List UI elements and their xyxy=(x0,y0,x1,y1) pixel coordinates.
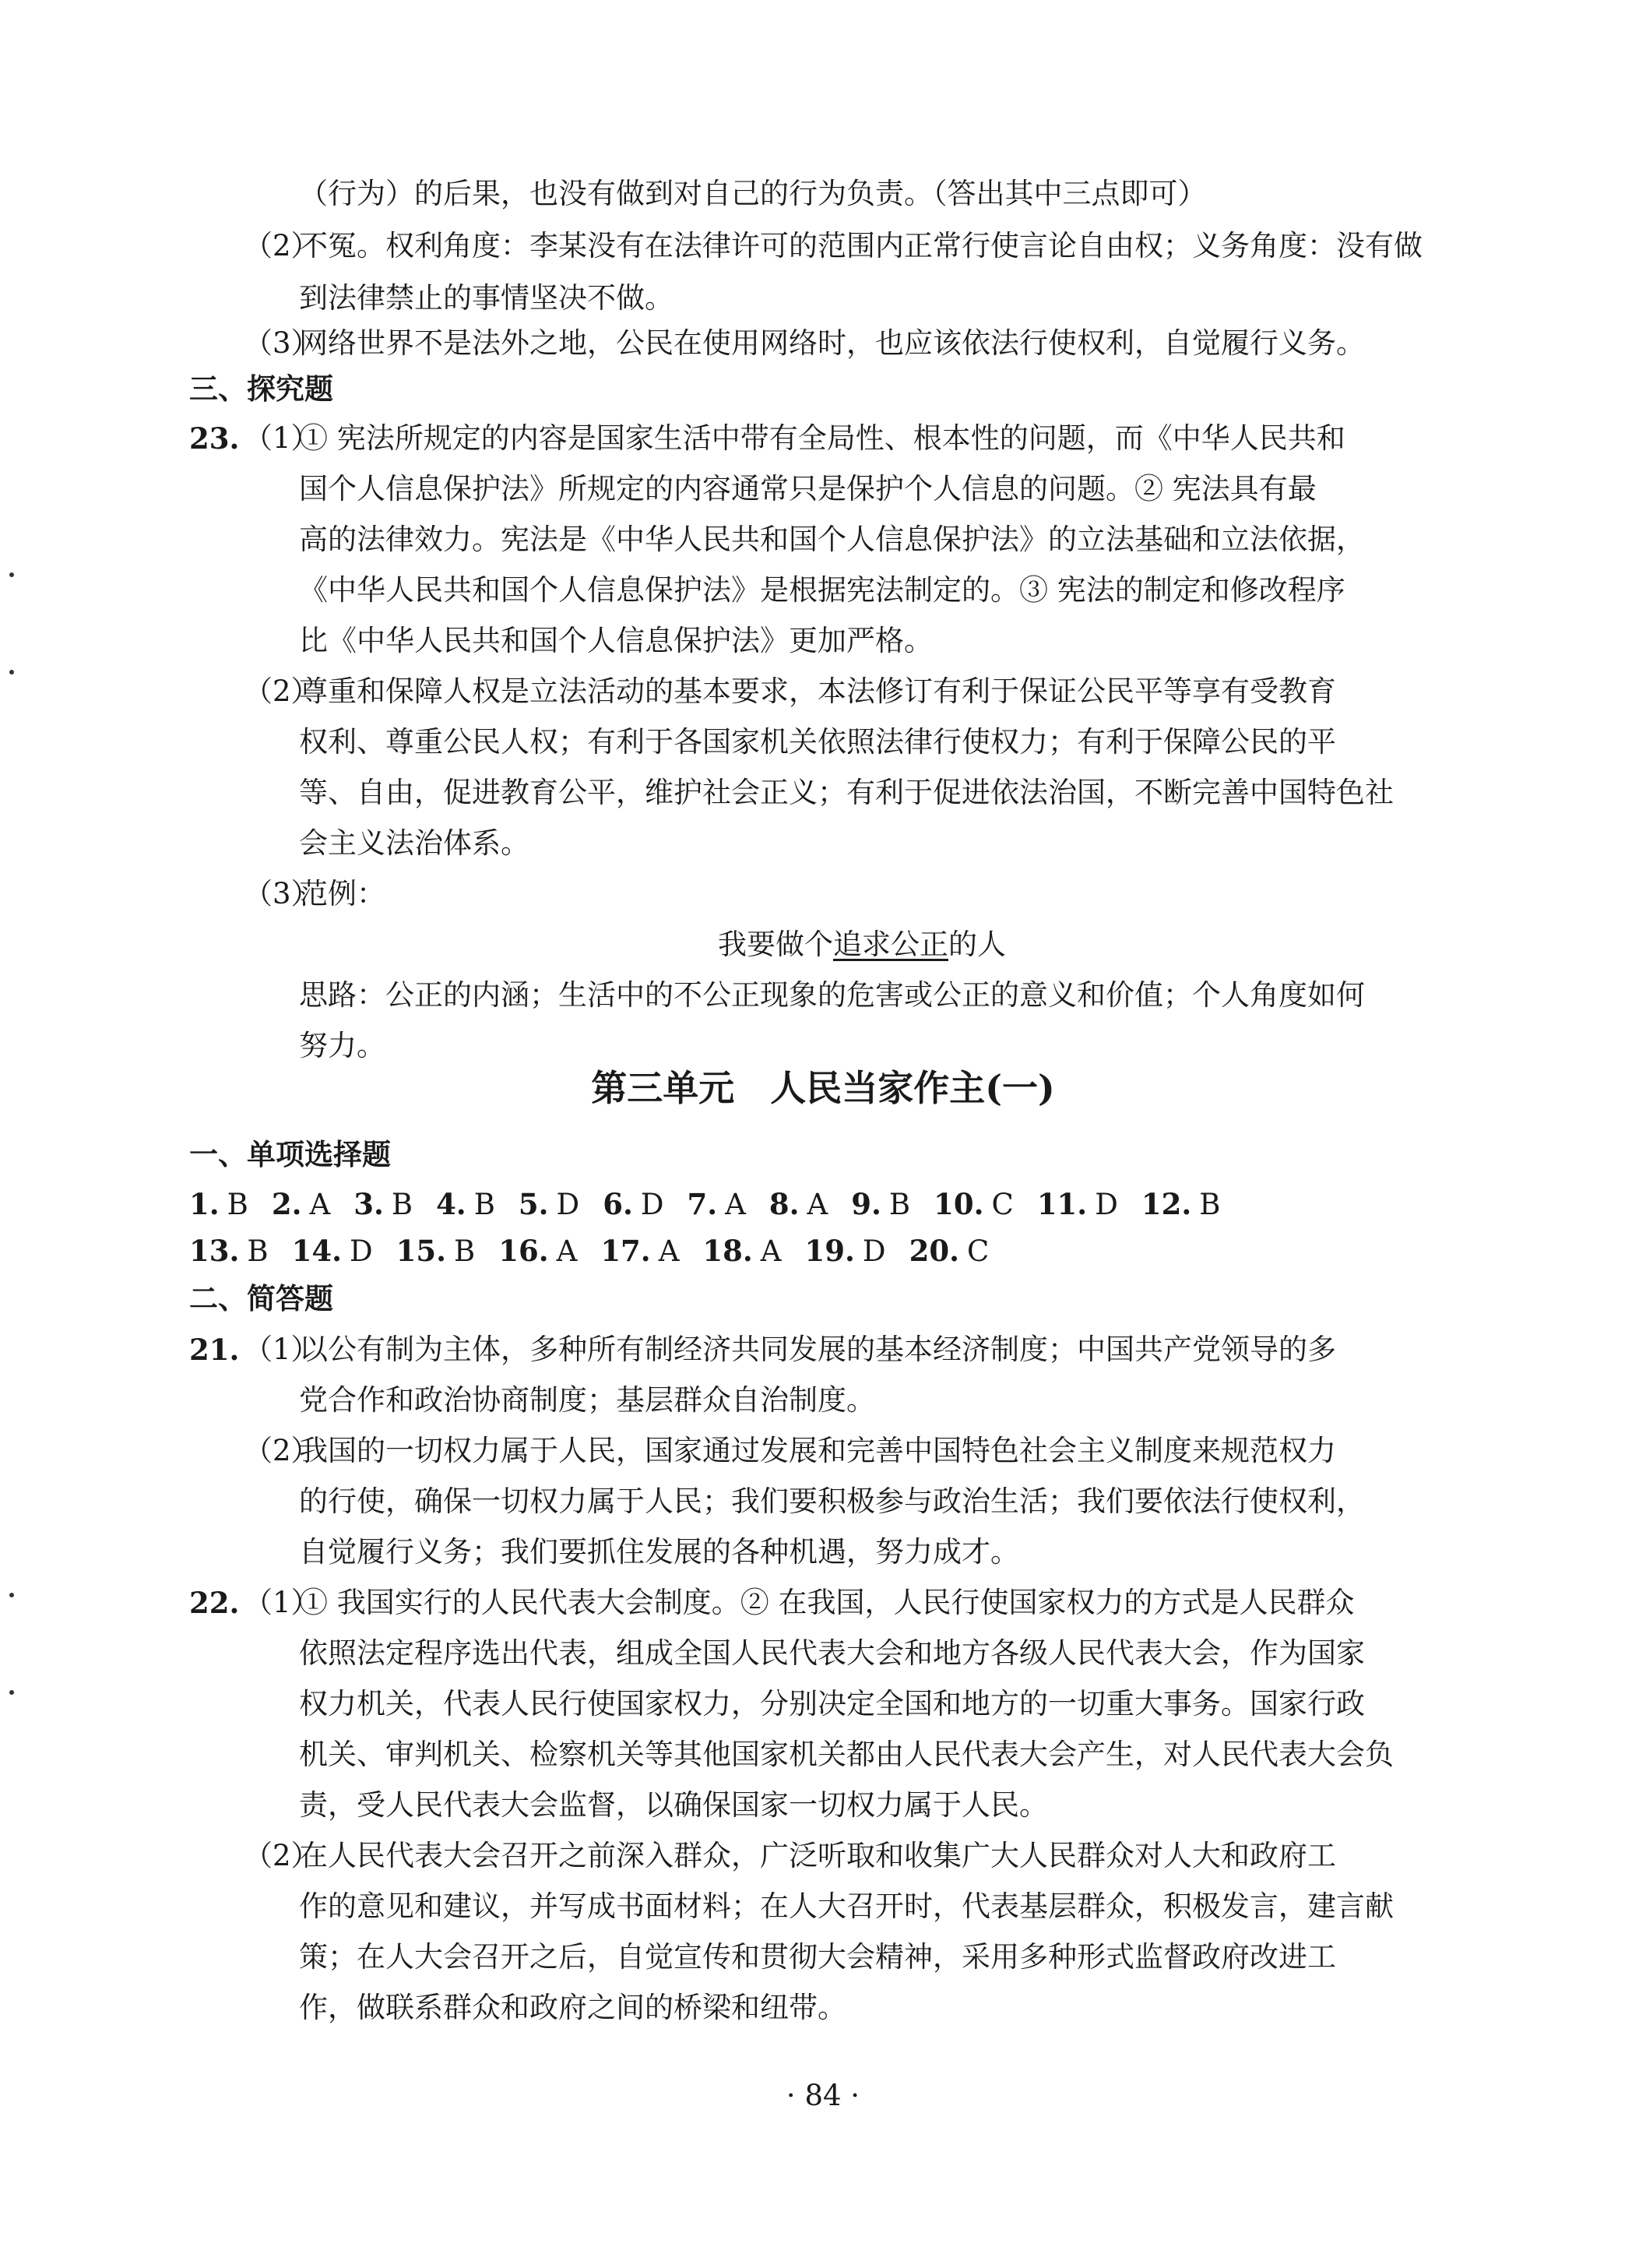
mcq-letter: B xyxy=(391,1188,413,1221)
mcq-answer xyxy=(189,1231,269,1272)
mcq-answer xyxy=(909,1231,990,1272)
answer-line: 到法律禁止的事情坚决不做。 xyxy=(299,281,674,315)
mcq-answer xyxy=(702,1231,781,1272)
answer-line: 比《中华人民共和国个人信息保护法》更加严格。 xyxy=(299,624,933,657)
example-label: 范例： xyxy=(299,877,385,910)
answer-line: 会主义法治体系。 xyxy=(299,826,529,860)
answer-line: 权利、尊重公民人权；有利于各国家机关依照法律行使权力；有利于保障公民的平 xyxy=(299,725,1336,759)
mcq-letter: C xyxy=(966,1234,990,1268)
mcq-number: 7. xyxy=(687,1187,718,1221)
mcq-letter: D xyxy=(1095,1188,1118,1221)
answer-line: 机关、审判机关、检察机关等其他国家机关都由人民代表大会产生，对人民代表大会负 xyxy=(299,1738,1394,1771)
mcq-number: 3. xyxy=(353,1187,384,1221)
continued-answer-line: （行为）的后果，也没有做到对自己的行为负责。（答出其中三点即可） xyxy=(299,177,1207,210)
essay-title-underlined: 追求公正 xyxy=(833,928,948,961)
mcq-letter: D xyxy=(349,1234,373,1268)
mcq-answer xyxy=(805,1231,886,1272)
sub-question-label: （2） xyxy=(244,674,320,708)
mcq-answer-row xyxy=(189,1231,1012,1272)
answer-line: 我国的一切权力属于人民，国家通过发展和完善中国特色社会主义制度来规范权力 xyxy=(299,1434,1336,1467)
essay-title-post: 的人 xyxy=(948,928,1006,961)
mcq-number: 10. xyxy=(934,1187,984,1221)
mcq-letter: A xyxy=(760,1234,782,1268)
mcq-number: 14. xyxy=(291,1234,342,1268)
mcq-answer xyxy=(436,1184,495,1225)
idea-line: 努力。 xyxy=(299,1029,385,1062)
scan-mark xyxy=(9,1690,14,1695)
unit-title: 第三单元 人民当家作主(一) xyxy=(591,1067,1055,1109)
mcq-number: 19. xyxy=(804,1234,855,1268)
mcq-number: 9. xyxy=(851,1187,881,1221)
sub-question-label: （1） xyxy=(244,1333,320,1366)
mcq-letter: B xyxy=(454,1234,476,1268)
scan-mark xyxy=(9,670,14,674)
mcq-letter: B xyxy=(473,1188,495,1221)
mcq-number: 6. xyxy=(603,1187,633,1221)
answer-line: ① 宪法所规定的内容是国家生活中带有全局性、根本性的问题，而《中华人民共和 xyxy=(299,421,1345,455)
scan-mark xyxy=(9,572,14,577)
mcq-answer xyxy=(600,1231,679,1272)
answer-line: 策；在人大会召开之后，自觉宣传和贯彻大会精神，采用多种形式监督政府改进工 xyxy=(299,1940,1336,1974)
mcq-answer xyxy=(688,1184,746,1225)
mcq-answer xyxy=(1141,1184,1221,1225)
mcq-number: 17. xyxy=(600,1234,651,1268)
question-number: 23. xyxy=(189,421,240,456)
mcq-letter: D xyxy=(556,1188,580,1221)
answer-line: 高的法律效力。宪法是《中华人民共和国个人信息保护法》的立法基础和立法依据， xyxy=(299,523,1365,556)
sub-question-label: （3） xyxy=(244,326,320,360)
answer-line: 以公有制为主体，多种所有制经济共同发展的基本经济制度；中国共产党领导的多 xyxy=(299,1333,1336,1366)
mcq-answer xyxy=(272,1184,330,1225)
mcq-letter: A xyxy=(556,1234,578,1268)
answer-line: 责，受人民代表大会监督，以确保国家一切权力属于人民。 xyxy=(299,1788,1048,1822)
sub-question-label: （1） xyxy=(244,1586,320,1619)
mcq-answer xyxy=(498,1231,577,1272)
mcq-letter: B xyxy=(888,1188,911,1221)
mcq-number: 18. xyxy=(702,1234,753,1268)
mcq-number: 13. xyxy=(189,1234,240,1268)
mcq-number: 2. xyxy=(271,1187,302,1221)
essay-title xyxy=(718,924,1006,965)
sub-question-label: （1） xyxy=(244,421,320,455)
mcq-answer xyxy=(851,1184,910,1225)
answer-line: 党合作和政治协商制度；基层群众自治制度。 xyxy=(299,1383,875,1417)
mcq-answer-row xyxy=(189,1184,1243,1225)
answer-line: 的行使，确保一切权力属于人民；我们要积极参与政治生活；我们要依法行使权利， xyxy=(299,1484,1365,1518)
scan-mark xyxy=(9,1593,14,1597)
answer-line: 不冤。权利角度：李某没有在法律许可的范围内正常行使言论自由权；义务角度：没有做 xyxy=(299,229,1423,262)
page-number: · 84 · xyxy=(786,2079,860,2112)
sub-question-label: （3） xyxy=(244,877,320,910)
answer-line: 作的意见和建议，并写成书面材料；在人大召开时，代表基层群众，积极发言，建言献 xyxy=(299,1889,1394,1923)
mcq-number: 5. xyxy=(518,1187,549,1221)
answer-line: 网络世界不是法外之地，公民在使用网络时，也应该依法行使权利，自觉履行义务。 xyxy=(299,326,1365,360)
mcq-number: 16. xyxy=(498,1234,549,1268)
section-heading-mcq: 一、单项选择题 xyxy=(189,1138,391,1171)
mcq-answer xyxy=(396,1231,476,1272)
mcq-letter: A xyxy=(658,1234,680,1268)
answer-line: 等、自由，促进教育公平，维护社会正义；有利于促进依法治国，不断完善中国特色社 xyxy=(299,776,1394,809)
sub-question-label: （2） xyxy=(244,229,320,262)
answer-line: 在人民代表大会召开之前深入群众，广泛听取和收集广大人民群众对人大和政府工 xyxy=(299,1839,1336,1872)
answer-line: 《中华人民共和国个人信息保护法》是根据宪法制定的。③ 宪法的制定和修改程序 xyxy=(299,573,1345,607)
mcq-answer xyxy=(769,1184,828,1225)
question-number: 21. xyxy=(189,1333,240,1367)
mcq-number: 15. xyxy=(396,1234,446,1268)
mcq-letter: C xyxy=(991,1188,1014,1221)
mcq-letter: D xyxy=(640,1188,664,1221)
mcq-answer xyxy=(519,1184,579,1225)
mcq-number: 4. xyxy=(436,1187,466,1221)
mcq-answer xyxy=(934,1184,1014,1225)
section-heading-short: 二、简答题 xyxy=(189,1282,333,1315)
mcq-number: 11. xyxy=(1036,1187,1088,1221)
answer-line: 权力机关，代表人民行使国家权力，分别决定全国和地方的一切重大事务。国家行政 xyxy=(299,1687,1365,1720)
idea-line: 思路：公正的内涵；生活中的不公正现象的危害或公正的意义和价值；个人角度如何 xyxy=(299,978,1365,1012)
essay-title-pre: 我要做个 xyxy=(718,928,833,961)
mcq-answer xyxy=(353,1184,413,1225)
answer-line: 作，做联系群众和政府之间的桥梁和纽带。 xyxy=(299,1991,846,2024)
mcq-letter: B xyxy=(227,1188,248,1221)
mcq-letter: B xyxy=(1199,1188,1221,1221)
mcq-answer xyxy=(603,1184,663,1225)
mcq-letter: B xyxy=(247,1234,269,1268)
mcq-number: 8. xyxy=(768,1187,800,1221)
question-number: 22. xyxy=(189,1586,240,1620)
mcq-letter: D xyxy=(862,1234,886,1268)
sub-question-label: （2） xyxy=(244,1839,320,1872)
section-heading-explore: 三、探究题 xyxy=(189,372,333,406)
answer-line: 尊重和保障人权是立法活动的基本要求，本法修订有利于保证公民平等享有受教育 xyxy=(299,674,1336,708)
answer-line: 自觉履行义务；我们要抓住发展的各种机遇，努力成才。 xyxy=(299,1535,1019,1569)
answer-line: ① 我国实行的人民代表大会制度。② 在我国，人民行使国家权力的方式是人民群众 xyxy=(299,1586,1355,1619)
mcq-number: 1. xyxy=(189,1187,220,1221)
mcq-answer xyxy=(189,1184,248,1225)
mcq-answer xyxy=(292,1231,373,1272)
mcq-letter: A xyxy=(309,1188,331,1221)
mcq-answer xyxy=(1037,1184,1118,1225)
mcq-letter: A xyxy=(807,1188,828,1221)
mcq-number: 12. xyxy=(1141,1187,1192,1221)
answer-line: 国个人信息保护法》所规定的内容通常只是保护个人信息的问题。② 宪法具有最 xyxy=(299,472,1317,505)
mcq-letter: A xyxy=(725,1188,746,1221)
sub-question-label: （2） xyxy=(244,1434,320,1467)
answer-line: 依照法定程序选出代表，组成全国人民代表大会和地方各级人民代表大会，作为国家 xyxy=(299,1636,1365,1670)
mcq-number: 20. xyxy=(909,1234,959,1268)
